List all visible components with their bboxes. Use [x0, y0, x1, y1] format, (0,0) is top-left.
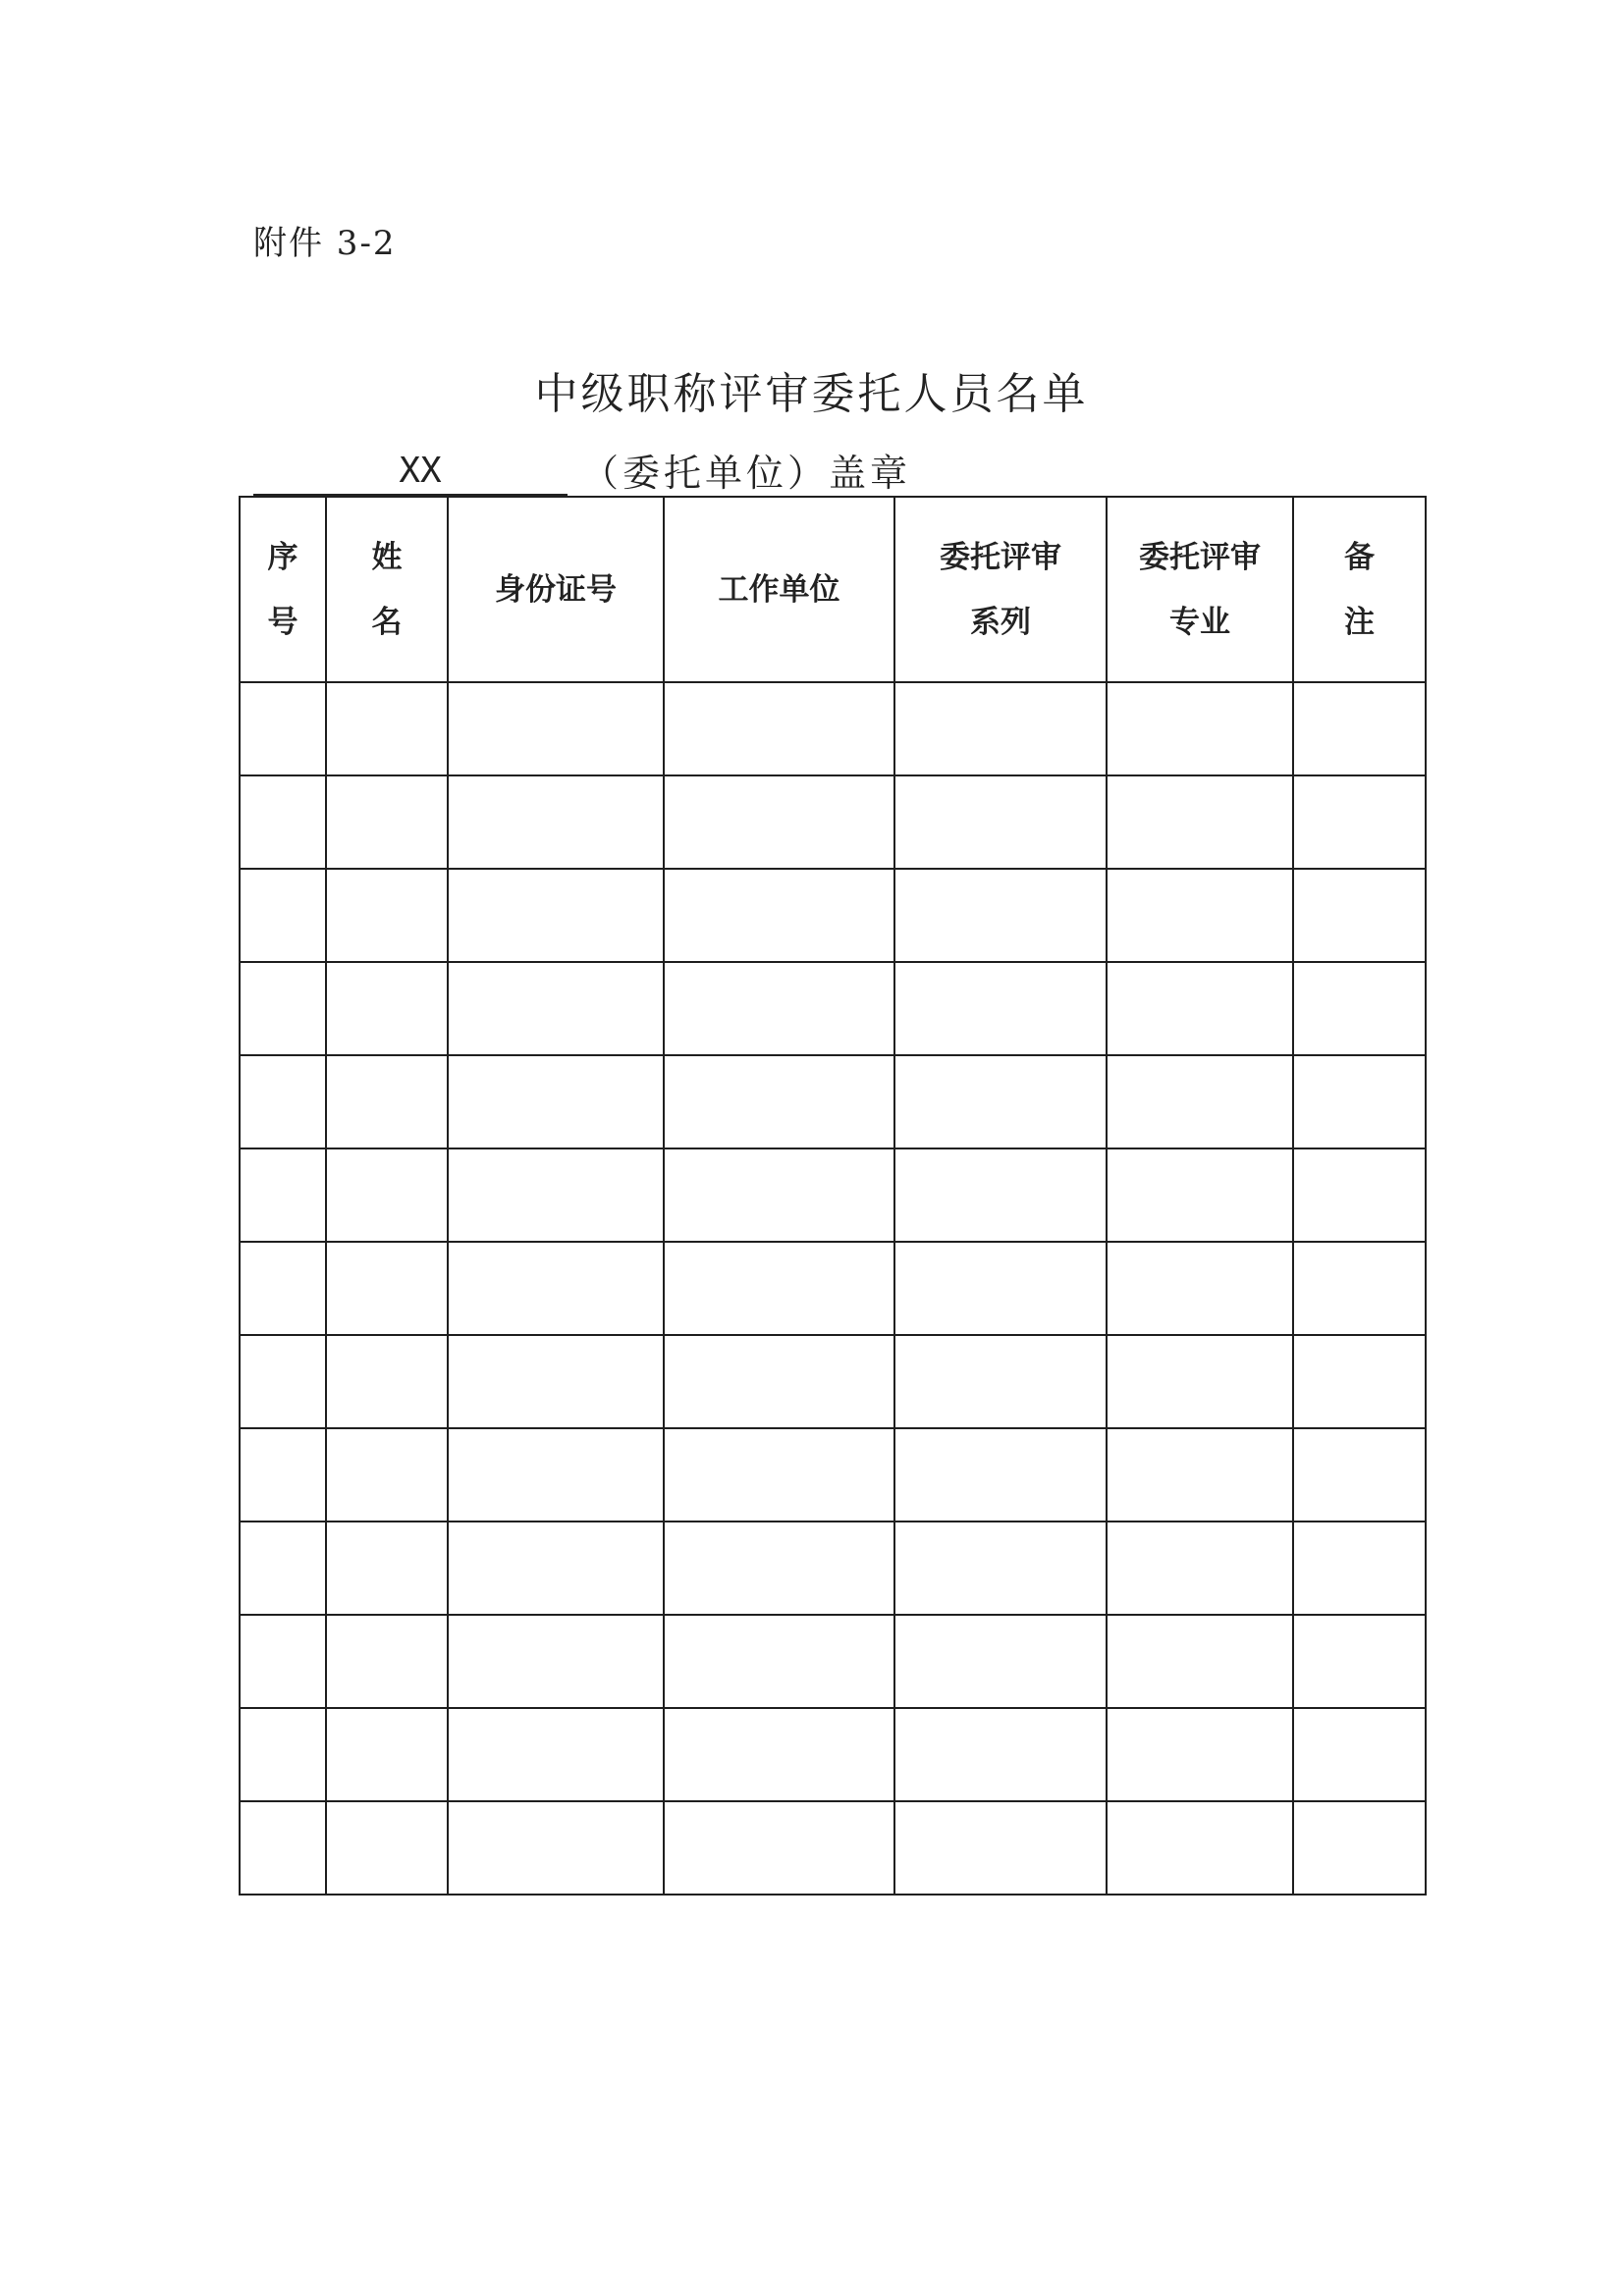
- table-cell[interactable]: [1107, 1148, 1293, 1242]
- table-cell[interactable]: [894, 1615, 1107, 1708]
- column-header-employer: 工作单位: [664, 497, 894, 682]
- column-header-id-number: 身份证号: [448, 497, 664, 682]
- table-cell[interactable]: [448, 1242, 664, 1335]
- table-row: [240, 1242, 1426, 1335]
- table-cell[interactable]: [448, 1801, 664, 1895]
- table-cell[interactable]: [894, 1801, 1107, 1895]
- table-cell[interactable]: [240, 1428, 326, 1522]
- table-cell[interactable]: [326, 1242, 448, 1335]
- table-row: [240, 1335, 1426, 1428]
- table-cell[interactable]: [1293, 1242, 1426, 1335]
- table-cell[interactable]: [1107, 1428, 1293, 1522]
- table-cell[interactable]: [326, 1801, 448, 1895]
- table-cell[interactable]: [448, 775, 664, 869]
- roster-body: [240, 682, 1426, 1895]
- table-cell[interactable]: [1107, 1242, 1293, 1335]
- table-cell[interactable]: [326, 1148, 448, 1242]
- table-cell[interactable]: [664, 869, 894, 962]
- table-cell[interactable]: [894, 1335, 1107, 1428]
- table-cell[interactable]: [664, 1708, 894, 1801]
- table-cell[interactable]: [240, 682, 326, 775]
- table-cell[interactable]: [894, 1522, 1107, 1615]
- table-row: [240, 1801, 1426, 1895]
- table-cell[interactable]: [326, 962, 448, 1055]
- table-cell[interactable]: [1293, 682, 1426, 775]
- table-cell[interactable]: [240, 775, 326, 869]
- table-cell[interactable]: [326, 1055, 448, 1148]
- table-cell[interactable]: [1107, 1335, 1293, 1428]
- table-cell[interactable]: [1293, 962, 1426, 1055]
- table-cell[interactable]: [894, 1148, 1107, 1242]
- table-cell[interactable]: [326, 775, 448, 869]
- table-cell[interactable]: [664, 1428, 894, 1522]
- table-cell[interactable]: [240, 1148, 326, 1242]
- table-cell[interactable]: [1293, 1615, 1426, 1708]
- table-cell[interactable]: [240, 1615, 326, 1708]
- column-header-review-specialty: 委托评审 专业: [1107, 497, 1293, 682]
- table-cell[interactable]: [240, 1242, 326, 1335]
- table-cell[interactable]: [240, 1801, 326, 1895]
- header-row: [240, 497, 1426, 682]
- table-cell[interactable]: [240, 1055, 326, 1148]
- table-cell[interactable]: [1293, 1055, 1426, 1148]
- table-cell[interactable]: [448, 869, 664, 962]
- table-row: [240, 682, 1426, 775]
- table-row: [240, 1055, 1426, 1148]
- table-cell[interactable]: [326, 869, 448, 962]
- table-cell[interactable]: [894, 869, 1107, 962]
- table-cell[interactable]: [1293, 1148, 1426, 1242]
- table-cell[interactable]: [1107, 682, 1293, 775]
- table-cell[interactable]: [664, 1148, 894, 1242]
- document-title: 中级职称评审委托人员名单: [534, 369, 1089, 419]
- table-cell[interactable]: [664, 775, 894, 869]
- table-cell[interactable]: [1107, 1055, 1293, 1148]
- table-cell[interactable]: [448, 1055, 664, 1148]
- unit-name-blank: XX: [253, 449, 568, 496]
- table-cell[interactable]: [1293, 869, 1426, 962]
- table-cell[interactable]: [1293, 775, 1426, 869]
- table-cell[interactable]: [326, 1335, 448, 1428]
- roster-table: [239, 496, 1427, 1896]
- table-cell[interactable]: [894, 775, 1107, 869]
- column-header-index: 序 号: [240, 497, 326, 682]
- table-cell[interactable]: [1293, 1335, 1426, 1428]
- column-header-name: 姓 名: [326, 497, 448, 682]
- column-header-review-series: 委托评审 系列: [894, 497, 1107, 682]
- table-cell[interactable]: [894, 1708, 1107, 1801]
- table-cell[interactable]: [1107, 1522, 1293, 1615]
- table-cell[interactable]: [1107, 1801, 1293, 1895]
- table-cell[interactable]: [664, 1242, 894, 1335]
- unit-stamp-line: [253, 437, 911, 496]
- table-cell[interactable]: [664, 1335, 894, 1428]
- table-row: [240, 1522, 1426, 1615]
- table-cell[interactable]: [448, 1335, 664, 1428]
- table-cell[interactable]: [448, 682, 664, 775]
- table-cell[interactable]: [240, 1335, 326, 1428]
- table-cell[interactable]: [1107, 962, 1293, 1055]
- column-header-remarks: 备 注: [1293, 497, 1426, 682]
- table-cell[interactable]: [894, 962, 1107, 1055]
- table-cell[interactable]: [448, 962, 664, 1055]
- table-cell[interactable]: [448, 1522, 664, 1615]
- table-cell[interactable]: [1293, 1522, 1426, 1615]
- table-cell[interactable]: [240, 962, 326, 1055]
- table-cell[interactable]: [894, 1055, 1107, 1148]
- table-cell[interactable]: [448, 1615, 664, 1708]
- table-row: [240, 1708, 1426, 1801]
- table-cell[interactable]: [664, 682, 894, 775]
- table-row: [240, 962, 1426, 1055]
- table-cell[interactable]: [1107, 1708, 1293, 1801]
- table-cell[interactable]: [664, 962, 894, 1055]
- table-cell[interactable]: [326, 1428, 448, 1522]
- table-cell[interactable]: [326, 1522, 448, 1615]
- table-cell[interactable]: [448, 1428, 664, 1522]
- table-cell[interactable]: [326, 682, 448, 775]
- table-cell[interactable]: [664, 1801, 894, 1895]
- table-cell[interactable]: [1293, 1708, 1426, 1801]
- table-cell[interactable]: [448, 1148, 664, 1242]
- table-cell[interactable]: [1107, 1615, 1293, 1708]
- table-cell[interactable]: [664, 1615, 894, 1708]
- table-cell[interactable]: [240, 1708, 326, 1801]
- table-cell[interactable]: [448, 1708, 664, 1801]
- attachment-label: 附件 3-2: [253, 224, 397, 263]
- table-row: [240, 1428, 1426, 1522]
- table-row: [240, 1148, 1426, 1242]
- table-cell[interactable]: [894, 682, 1107, 775]
- unit-stamp-label: （委托单位）盖章: [581, 452, 912, 495]
- table-cell[interactable]: [664, 1522, 894, 1615]
- table-cell[interactable]: [894, 1428, 1107, 1522]
- table-cell[interactable]: [326, 1615, 448, 1708]
- table-cell[interactable]: [1107, 869, 1293, 962]
- table-cell[interactable]: [326, 1708, 448, 1801]
- table-cell[interactable]: [240, 869, 326, 962]
- table-cell[interactable]: [240, 1522, 326, 1615]
- table-cell[interactable]: [1293, 1801, 1426, 1895]
- table-cell[interactable]: [1293, 1428, 1426, 1522]
- table-row: [240, 869, 1426, 962]
- table-cell[interactable]: [664, 1055, 894, 1148]
- table-cell[interactable]: [894, 1242, 1107, 1335]
- table-row: [240, 775, 1426, 869]
- table-cell[interactable]: [1107, 775, 1293, 869]
- table-row: [240, 1615, 1426, 1708]
